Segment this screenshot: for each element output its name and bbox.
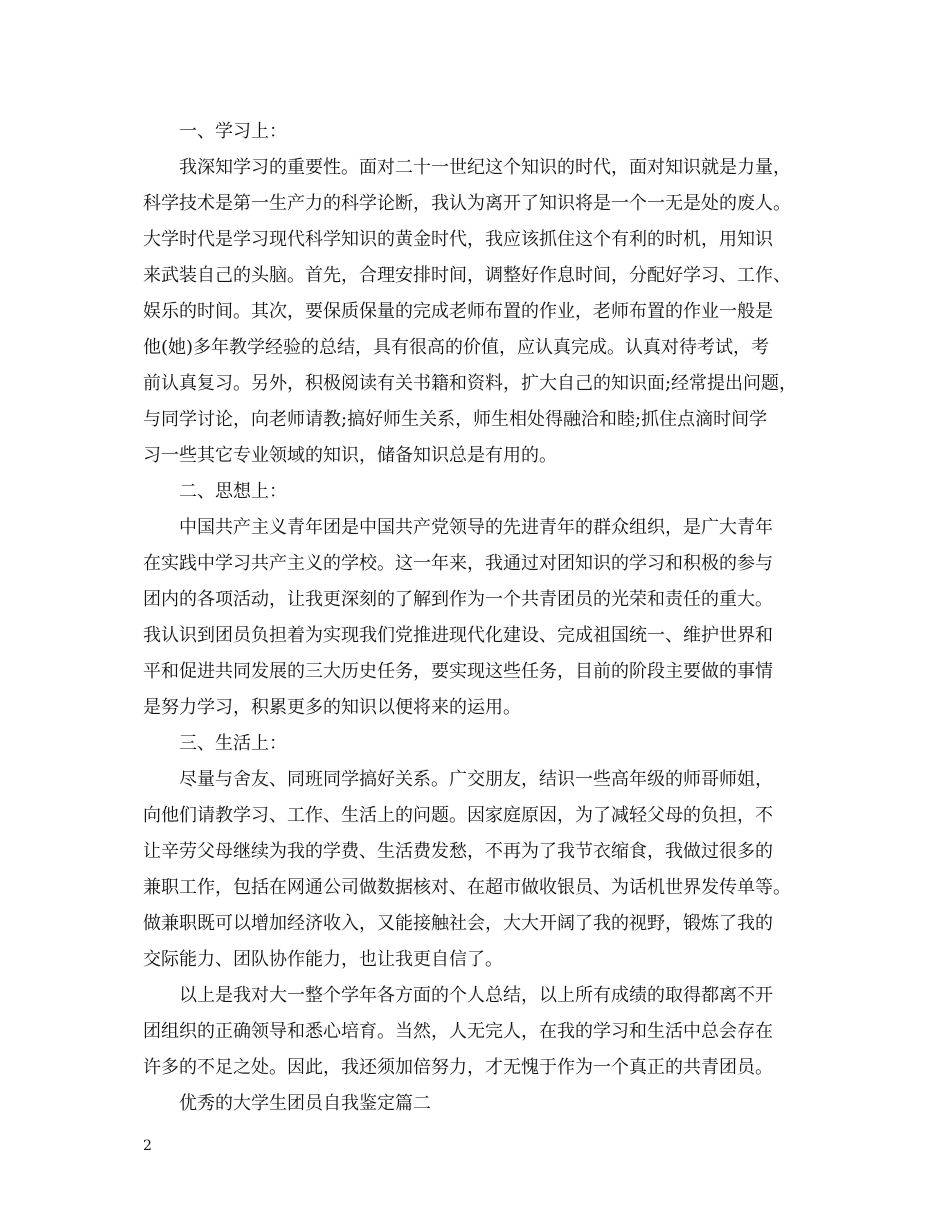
paragraph-line: 中国共产主义青年团是中国共产党领导的先进青年的群众组织，是广大青年 [179,517,773,538]
paragraph-line: 让辛劳父母继续为我的学费、生活费发愁，不再为了我节衣缩食，我做过很多的 [143,841,773,862]
paragraph-line: 我深知学习的重要性。面对二十一世纪这个知识的时代，面对知识就是力量， [179,157,791,178]
document-body [143,114,808,1122]
paragraph-line: 在实践中学习共产主义的学校。这一年来，我通过对团知识的学习和积极的参与 [143,553,773,574]
paragraph-line: 团组织的正确领导和悉心培育。当然，人无完人，在我的学习和生活中总会存在 [143,1021,773,1042]
paragraph-line: 娱乐的时间。其次，要保质保量的完成老师布置的作业，老师布置的作业一般是 [143,301,773,322]
paragraph-line: 前认真复习。另外，积极阅读有关书籍和资料，扩大自己的知识面;经常提出问题， [143,373,798,394]
section-title-part-two: 优秀的大学生团员自我鉴定篇二 [179,1093,431,1114]
section-heading-life: 三、生活上： [179,733,287,754]
page-number: 2 [143,1138,152,1154]
section-heading-thought: 二、思想上： [179,481,287,502]
paragraph-line: 大学时代是学习现代科学知识的黄金时代，我应该抓住这个有利的时机，用知识 [143,229,773,250]
paragraph-line: 是努力学习，积累更多的知识以便将来的运用。 [143,697,521,718]
paragraph-line: 他(她)多年教学经验的总结，具有很高的价值，应认真完成。认真对待考试，考 [143,337,770,358]
paragraph-line: 尽量与舍友、同班同学搞好关系。广交朋友，结识一些高年级的师哥师姐， [179,769,773,790]
paragraph-line: 以上是我对大一整个学年各方面的个人总结，以上所有成绩的取得都离不开 [179,985,773,1006]
paragraph-line: 我认识到团员负担着为实现我们党推进现代化建设、完成祖国统一、维护世界和 [143,625,773,646]
paragraph-line: 来武装自己的头脑。首先，合理安排时间，调整好作息时间，分配好学习、工作、 [143,265,791,286]
paragraph-line: 与同学讨论，向老师请教;搞好师生关系，师生相处得融洽和睦;抓住点滴时间学 [143,409,768,430]
paragraph-line: 向他们请教学习、工作、生活上的问题。因家庭原因，为了减轻父母的负担，不 [143,805,773,826]
paragraph-line: 交际能力、团队协作能力，也让我更自信了。 [143,949,503,970]
paragraph-line: 平和促进共同发展的三大历史任务，要实现这些任务，目前的阶段主要做的事情 [143,661,773,682]
paragraph-line: 做兼职既可以增加经济收入，又能接触社会，大大开阔了我的视野，锻炼了我的 [143,913,773,934]
paragraph-line: 习一些其它专业领域的知识，储备知识总是有用的。 [143,445,557,466]
paragraph-line: 团内的各项活动，让我更深刻的了解到作为一个共青团员的光荣和责任的重大。 [143,589,773,610]
section-heading-study: 一、学习上： [179,121,287,142]
paragraph-line: 许多的不足之处。因此，我还须加倍努力，才无愧于作为一个真正的共青团员。 [143,1057,773,1078]
paragraph-line: 科学技术是第一生产力的科学论断，我认为离开了知识将是一个一无是处的废人。 [143,193,791,214]
paragraph-line: 兼职工作，包括在网通公司做数据核对、在超市做收银员、为话机世界发传单等。 [143,877,791,898]
